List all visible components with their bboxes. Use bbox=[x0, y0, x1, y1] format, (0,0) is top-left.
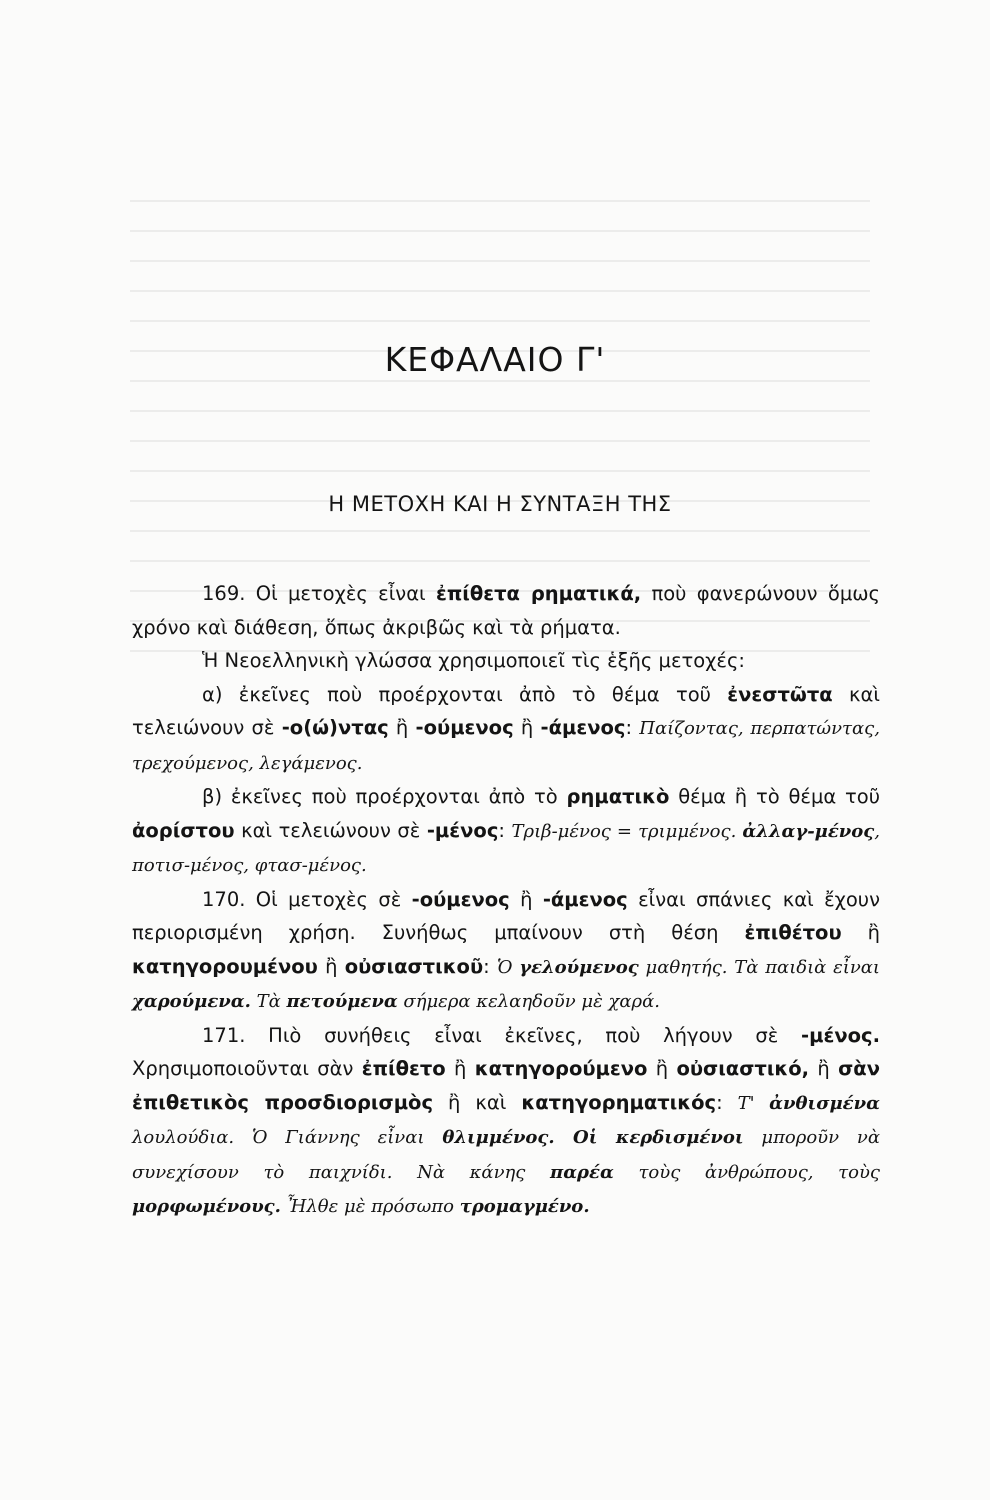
italic-example: Τριβ-μένος = τριμμένος. bbox=[511, 820, 743, 842]
bold-term: -ούμενος bbox=[415, 716, 514, 739]
bold-term: οὐσιαστικοῦ bbox=[344, 954, 484, 978]
body-text bbox=[132, 577, 880, 1224]
bold-italic-example: θλιμμένος. Οἱ κερδισμένοι bbox=[442, 1127, 744, 1148]
italic-example: , ποτισ-μένος, φτασ-μένος. bbox=[132, 820, 880, 876]
paragraph-alpha bbox=[132, 678, 880, 781]
italic-example: τοὺς ἀνθρώπους, τοὺς bbox=[613, 1161, 880, 1183]
italic-example: Τὰ bbox=[250, 991, 287, 1012]
paragraph-169 bbox=[132, 577, 880, 644]
text: β) ἐκεῖνες ποὺ προέρχονται ἀπὸ τὸ bbox=[202, 785, 567, 808]
section-title: Η ΜΕΤΟΧΗ ΚΑΙ Η ΣΥΝΤΑΞΗ ΤΗΣ bbox=[328, 492, 672, 516]
text: : bbox=[483, 954, 497, 978]
bold-italic-example: τρομαγμένο. bbox=[459, 1196, 590, 1217]
bold-term: ἐνεστῶτα bbox=[727, 682, 833, 706]
text: ἢ bbox=[509, 887, 543, 911]
bold-term: -ο(ώ)ντας bbox=[281, 716, 389, 739]
italic-example: σήμερα κελαηδοῦν μὲ χαρά. bbox=[397, 991, 660, 1012]
bold-italic-example: μορφωμένους. bbox=[132, 1196, 281, 1217]
bold-term: ἐπίθετο bbox=[361, 1057, 446, 1080]
text: ἢ καὶ bbox=[433, 1090, 522, 1114]
bold-term: -άμενος bbox=[540, 716, 626, 739]
paragraph-170 bbox=[132, 883, 880, 1019]
bold-term: σὰν ἐπιθετικὸς προσδιορισμὸς bbox=[132, 1057, 880, 1114]
italic-example: λουλούδια. Ὁ Γιάννης εἶναι bbox=[132, 1127, 443, 1148]
bold-italic-example: χαρούμενα. bbox=[132, 991, 251, 1012]
bold-term: ἀορίστου bbox=[132, 818, 235, 842]
bold-term: -άμενος bbox=[542, 887, 628, 911]
text: Χρησιμοποιοῦνται σὰν bbox=[132, 1057, 362, 1080]
chapter-title: ΚΕΦΑΛΑΙΟ Γ' bbox=[384, 340, 606, 379]
text: καὶ τελειώνουν σὲ bbox=[234, 818, 427, 842]
text: 170. Οἱ μετοχὲς σὲ bbox=[202, 887, 412, 911]
text: ἢ bbox=[388, 716, 416, 739]
bold-term: -ούμενος bbox=[411, 887, 510, 911]
bold-term: -μένος bbox=[426, 818, 499, 842]
text: ἢ bbox=[445, 1057, 475, 1080]
bold-italic-example: γελούμενος bbox=[519, 956, 639, 978]
italic-example: Παίζοντας, περπατώντας, τρεχούμενος, λεγάμενος. bbox=[132, 718, 880, 774]
text: καὶ τελειώνουν σὲ bbox=[132, 682, 880, 739]
text: ἢ bbox=[841, 921, 880, 944]
text: ἢ bbox=[317, 954, 345, 978]
italic-example: Τ' bbox=[737, 1092, 770, 1114]
bold-term: οὐσιαστικό, bbox=[676, 1057, 810, 1080]
text: ἢ bbox=[809, 1057, 839, 1080]
italic-example: Ἦλθε μὲ πρόσωπο bbox=[280, 1196, 460, 1217]
bold-term: ἐπιθέτου bbox=[744, 921, 842, 944]
text: εἶναι σπάνιες καὶ ἔχουν περιορισμένη χρήση. Συνήθως μπαίνουν στὴ θέση bbox=[132, 887, 880, 944]
bold-term: κατηγορηματικός bbox=[521, 1090, 717, 1114]
italic-example: μαθητής. Τὰ παιδιὰ εἶναι bbox=[638, 956, 880, 978]
text: ἢ bbox=[647, 1057, 677, 1080]
italic-example: Ὁ bbox=[496, 956, 520, 978]
bold-term: κατηγορούμενο bbox=[474, 1057, 648, 1080]
text: ποὺ φανερώνουν ὅμως χρόνο καὶ διάθεση, ὅπως ἀκριβῶς καὶ τὰ ρήματα. bbox=[132, 582, 880, 639]
italic-example: μποροῦν νὰ συνεχίσουν τὸ παιχνίδι. Νὰ κάνης bbox=[132, 1127, 880, 1183]
bold-term: ρηματικὸ bbox=[566, 785, 670, 808]
bold-term: -μένος. bbox=[801, 1023, 880, 1047]
text: : bbox=[625, 716, 640, 739]
text: : bbox=[498, 818, 512, 842]
bold-italic-example: πετούμενα bbox=[286, 991, 398, 1012]
text: ἢ bbox=[513, 716, 541, 739]
bold-italic-example: ἀλλαγ-μένος bbox=[742, 820, 875, 842]
paragraph-171 bbox=[132, 1019, 880, 1224]
text: : bbox=[716, 1090, 738, 1114]
text: α) ἐκεῖνες ποὺ προέρχονται ἀπὸ τὸ θέμα τοῦ bbox=[202, 682, 728, 706]
paragraph-beta bbox=[132, 780, 880, 883]
text: 171. Πιὸ συνήθεις εἶναι ἐκεῖνες, ποὺ λήγουν σὲ bbox=[202, 1023, 802, 1047]
bold-term: κατηγορουμένου bbox=[132, 954, 318, 978]
text: 169. Οἱ μετοχὲς εἶναι bbox=[202, 582, 436, 605]
bold-term: ἐπίθετα ρηματικά, bbox=[435, 582, 642, 605]
bold-italic-example: ἀνθισμένα bbox=[769, 1092, 880, 1114]
text: θέμα ἢ τὸ θέμα τοῦ bbox=[669, 785, 881, 808]
paragraph-intro: Ἡ Νεοελληνικὴ γλώσσα χρησιμοποιεῖ τὶς ἑξῆς μετοχές: bbox=[202, 649, 745, 672]
bold-italic-example: παρέα bbox=[550, 1161, 614, 1183]
